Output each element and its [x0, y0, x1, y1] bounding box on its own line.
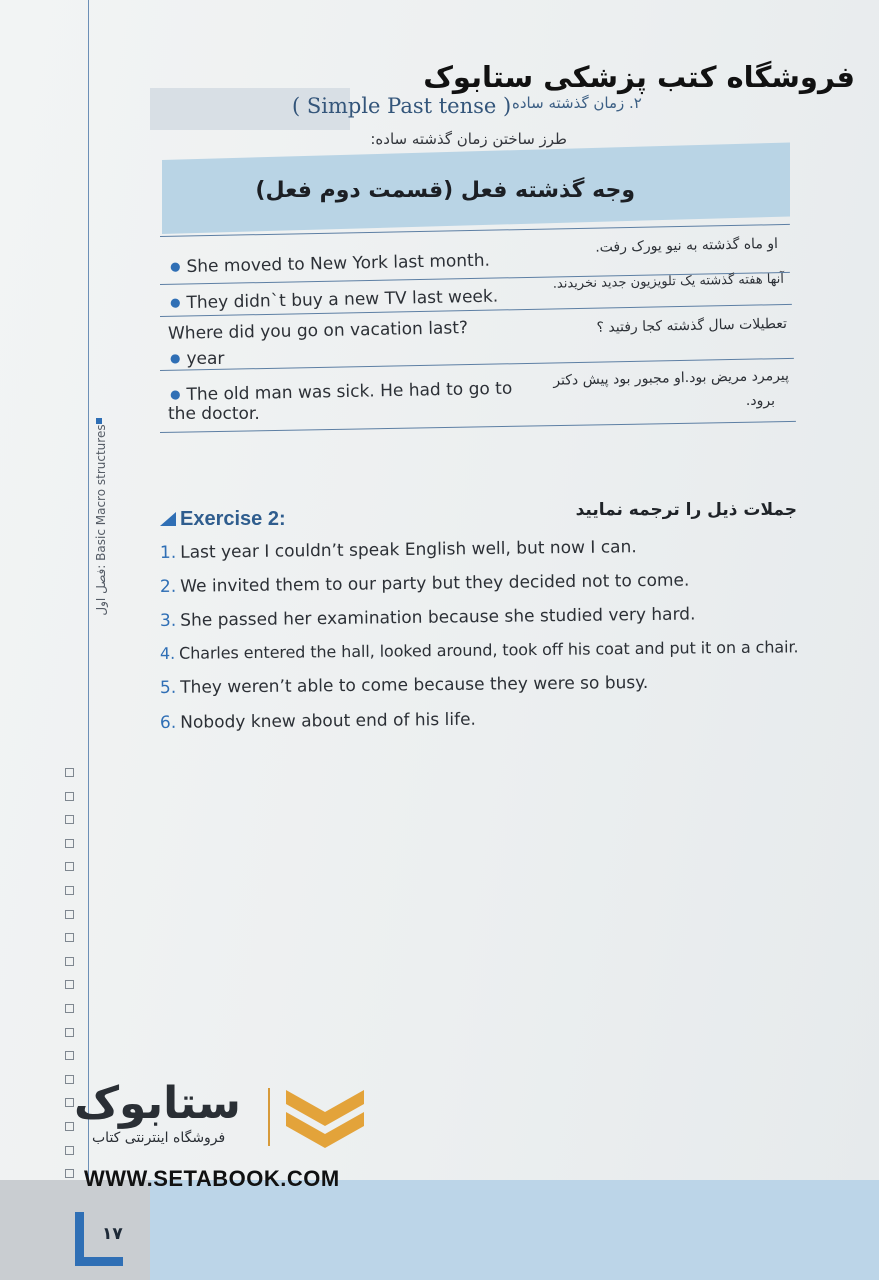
margin-box [65, 1169, 74, 1178]
exercise-item: 1. Last year I couldn’t speak English well, but now I can. [159, 537, 637, 563]
section-heading: ( Simple Past tense ) [292, 94, 512, 118]
exercise-item: 3. She passed her examination because she studied very hard. [159, 604, 696, 631]
watermark-subtitle: فروشگاه اینترنتی کتاب [92, 1130, 226, 1146]
section-heading-persian: ۲. زمان گذشته ساده [512, 94, 642, 112]
margin-box [65, 839, 74, 848]
exercise-instruction: جملات ذیل را ترجمه نمایید [575, 500, 797, 520]
margin-chapter-title: فصل اول: Basic Macro structures [94, 424, 108, 616]
table-row-en: ● They didn`t buy a new TV last week. [169, 286, 499, 314]
table-row-en: ● The old man was sick. He had to go to [169, 378, 513, 405]
margin-box [65, 933, 74, 942]
table-row-fa: او ماه گذشته به نیو یورک رفت. [595, 235, 779, 256]
table-row-en-cont: ● year [170, 349, 225, 369]
margin-box [65, 1028, 74, 1037]
exercise-item: 4. Charles entered the hall, looked around, took off his coat and put it on a chair. [159, 637, 799, 663]
margin-box [65, 792, 74, 801]
exercise-title: Exercise 2: [160, 508, 286, 531]
table-row-en: ● She moved to New York last month. [169, 250, 491, 278]
store-banner: فروشگاه کتب پزشکی ستابوک [423, 60, 855, 94]
table-row-fa: پیرمرد مریض بود.او مجبور بود پیش دکتر [553, 367, 790, 389]
triangle-icon [160, 512, 176, 526]
margin-box [65, 768, 74, 777]
watermark-url: WWW.SETABOOK.COM [84, 1166, 340, 1191]
table-row-en: Where did you go on vacation last? [167, 318, 469, 344]
table-row-fa: تعطیلات سال گذشته کجا رفتید ؟ [596, 315, 788, 336]
section-subtitle: طرز ساختن زمان گذشته ساده: [370, 130, 567, 148]
margin-box [65, 1122, 74, 1131]
page-number: ۱۷ [102, 1224, 123, 1244]
table-row-en-cont: the doctor. [168, 404, 260, 424]
table-row-fa-cont: برود. [745, 393, 775, 409]
margin-box [65, 957, 74, 966]
margin-marker [96, 418, 102, 424]
margin-box [65, 815, 74, 824]
exercise-item: 2. We invited them to our party but they decided not to come. [159, 570, 690, 597]
margin-box [65, 1146, 74, 1155]
margin-box [65, 1051, 74, 1060]
watermark-logo-text: ستابوک [74, 1078, 241, 1129]
margin-rule [88, 0, 89, 1200]
exercise-item: 5. They weren’t able to come because they were so busy. [159, 672, 649, 698]
watermark-emblem-icon [280, 1082, 370, 1148]
margin-box [65, 1098, 74, 1107]
table-header-title: وجه گذشته فعل (قسمت دوم فعل) [255, 178, 635, 203]
margin-box [65, 1004, 74, 1013]
margin-box [65, 910, 74, 919]
exercise-item: 6. Nobody knew about end of his life. [159, 709, 477, 733]
margin-box [65, 980, 74, 989]
margin-box [65, 1075, 74, 1084]
watermark-divider [268, 1088, 270, 1146]
table-row-fa: آنها هفته گذشته یک تلویزیون جدید نخریدند. [552, 271, 785, 292]
margin-box [65, 862, 74, 871]
margin-box [65, 886, 74, 895]
